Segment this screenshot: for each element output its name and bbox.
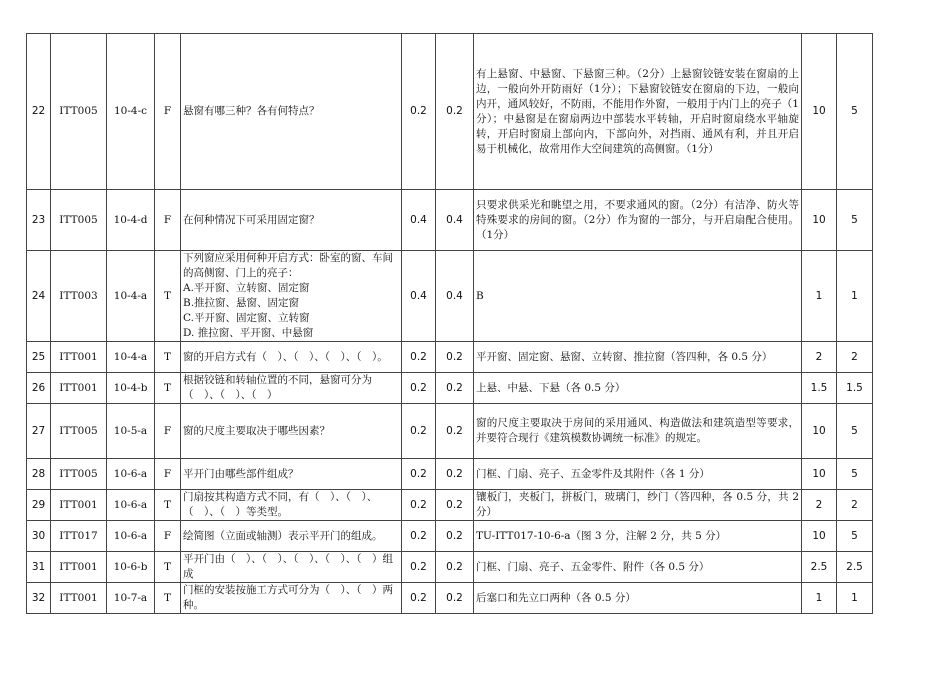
question-type: T <box>155 373 181 404</box>
row-number: 27 <box>27 404 51 459</box>
item-code: ITT001 <box>51 373 107 404</box>
row-number: 25 <box>27 342 51 373</box>
coefficient-b: 0.4 <box>436 190 474 251</box>
coefficient-a: 0.2 <box>402 552 436 583</box>
item-code: ITT005 <box>51 190 107 251</box>
item-code: ITT001 <box>51 552 107 583</box>
table-row <box>27 342 873 373</box>
coefficient-a: 0.2 <box>402 34 436 190</box>
answer-text: 镶板门，夹板门，拼板门，玻璃门，纱门（答四种，各 0.5 分，共 2 分） <box>474 490 802 521</box>
question-type: T <box>155 552 181 583</box>
coefficient-a: 0.2 <box>402 521 436 552</box>
table-row <box>27 490 873 521</box>
table-row <box>27 521 873 552</box>
score-value: 2.5 <box>802 552 837 583</box>
answer-text: B <box>474 251 802 342</box>
answer-text: TU-ITT017-10-6-a（图 3 分，注解 2 分，共 5 分） <box>474 521 802 552</box>
table-row <box>27 190 873 251</box>
item-code: ITT005 <box>51 34 107 190</box>
question-type: F <box>155 521 181 552</box>
coefficient-b: 0.2 <box>436 552 474 583</box>
question-type: T <box>155 583 181 614</box>
row-number: 30 <box>27 521 51 552</box>
question-type: T <box>155 342 181 373</box>
answer-text: 只要求供采光和眺望之用，不要求通风的窗。（2分）有洁净、防火等特殊要求的房间的窗。（2分）作为窗的一部分，与开启扇配合使用。（1分） <box>474 190 802 251</box>
question-text: 窗的尺度主要取决于哪些因素？ <box>181 404 402 459</box>
section-code: 10-4-a <box>107 251 155 342</box>
table-row <box>27 373 873 404</box>
section-code: 10-4-d <box>107 190 155 251</box>
points-value: 1.5 <box>837 373 873 404</box>
section-code: 10-6-a <box>107 521 155 552</box>
points-value: 5 <box>837 190 873 251</box>
coefficient-b: 0.2 <box>436 342 474 373</box>
coefficient-a: 0.2 <box>402 342 436 373</box>
points-value: 2 <box>837 490 873 521</box>
table-row <box>27 459 873 490</box>
points-value: 1 <box>837 251 873 342</box>
points-value: 5 <box>837 521 873 552</box>
section-code: 10-6-a <box>107 490 155 521</box>
coefficient-b: 0.2 <box>436 490 474 521</box>
answer-text: 窗的尺度主要取决于房间的采用通风、构造做法和建筑造型等要求，并要符合现行《建筑模数协调统一标准》的规定。 <box>474 404 802 459</box>
section-code: 10-4-b <box>107 373 155 404</box>
coefficient-b: 0.4 <box>436 251 474 342</box>
coefficient-b: 0.2 <box>436 583 474 614</box>
question-table <box>26 33 873 614</box>
table-row <box>27 552 873 583</box>
points-value: 2.5 <box>837 552 873 583</box>
question-type: T <box>155 251 181 342</box>
answer-text: 后塞口和先立口两种（各 0.5 分） <box>474 583 802 614</box>
row-number: 28 <box>27 459 51 490</box>
question-text: 悬窗有哪三种？各有何特点？ <box>181 34 402 190</box>
score-value: 1 <box>802 583 837 614</box>
coefficient-b: 0.2 <box>436 34 474 190</box>
section-code: 10-4-a <box>107 342 155 373</box>
answer-text: 门框、门扇、亮子、五金零件、附件（各 0.5 分） <box>474 552 802 583</box>
question-text: 平开门由（ ）、（ ）、（ ）、（ ）、（ ）组成 <box>181 552 402 583</box>
row-number: 32 <box>27 583 51 614</box>
section-code: 10-7-a <box>107 583 155 614</box>
question-text: 下列窗应采用何种开启方式：卧室的窗、车间的高侧窗、门上的亮子： A.平开窗、立转窗、固定窗 B.推拉窗、悬窗、固定窗 C.平开窗、固定窗、立转窗 D. 推拉窗、平开窗、中悬窗 <box>181 251 402 342</box>
question-text: 门扇按其构造方式不同，有（ ）、（ ）、（ ）、（ ）等类型。 <box>181 490 402 521</box>
section-code: 10-5-a <box>107 404 155 459</box>
row-number: 26 <box>27 373 51 404</box>
question-type: F <box>155 459 181 490</box>
points-value: 5 <box>837 34 873 190</box>
coefficient-a: 0.2 <box>402 459 436 490</box>
points-value: 5 <box>837 459 873 490</box>
item-code: ITT003 <box>51 251 107 342</box>
score-value: 10 <box>802 521 837 552</box>
coefficient-b: 0.2 <box>436 459 474 490</box>
score-value: 1.5 <box>802 373 837 404</box>
item-code: ITT005 <box>51 404 107 459</box>
question-text: 平开门由哪些部件组成？ <box>181 459 402 490</box>
answer-text: 上悬、中悬、下悬（各 0.5 分） <box>474 373 802 404</box>
section-code: 10-4-c <box>107 34 155 190</box>
item-code: ITT017 <box>51 521 107 552</box>
table-row <box>27 583 873 614</box>
score-value: 10 <box>802 34 837 190</box>
question-text: 在何种情况下可采用固定窗？ <box>181 190 402 251</box>
item-code: ITT005 <box>51 459 107 490</box>
table-row <box>27 251 873 342</box>
row-number: 23 <box>27 190 51 251</box>
row-number: 22 <box>27 34 51 190</box>
score-value: 1 <box>802 251 837 342</box>
points-value: 1 <box>837 583 873 614</box>
question-type: T <box>155 490 181 521</box>
coefficient-a: 0.2 <box>402 404 436 459</box>
score-value: 10 <box>802 190 837 251</box>
answer-text: 有上悬窗、中悬窗、下悬窗三种。（2分）上悬窗铰链安装在窗扇的上边，一般向外开防雨好（1分）；下悬窗铰链安在窗扇的下边，一般向内开，通风较好，不防雨，不能用作外窗，一般用于内门上的亮子（1分）；中悬窗是在窗扇两边中部装水平转轴，开启时窗扇绕水平轴旋转，开启时窗扇上部向内，下部向外，对挡雨、通风有利，并且开启易于机械化，故常用作大空间建筑的高侧窗。（1分） <box>474 34 802 190</box>
score-value: 10 <box>802 459 837 490</box>
answer-text: 门框、门扇、亮子、五金零件及其附件（各 1 分） <box>474 459 802 490</box>
coefficient-b: 0.2 <box>436 521 474 552</box>
question-type: F <box>155 190 181 251</box>
coefficient-a: 0.2 <box>402 583 436 614</box>
item-code: ITT001 <box>51 490 107 521</box>
row-number: 29 <box>27 490 51 521</box>
score-value: 2 <box>802 342 837 373</box>
coefficient-a: 0.2 <box>402 490 436 521</box>
row-number: 24 <box>27 251 51 342</box>
score-value: 2 <box>802 490 837 521</box>
points-value: 5 <box>837 404 873 459</box>
coefficient-a: 0.4 <box>402 190 436 251</box>
question-text: 门框的安装按施工方式可分为（ ）、（ ）两种。 <box>181 583 402 614</box>
question-text: 绘简图（立面或轴测）表示平开门的组成。 <box>181 521 402 552</box>
table-row <box>27 34 873 190</box>
section-code: 10-6-a <box>107 459 155 490</box>
item-code: ITT001 <box>51 583 107 614</box>
question-type: F <box>155 34 181 190</box>
question-text: 根据铰链和转轴位置的不同，悬窗可分为（ ）、（ ）、（ ） <box>181 373 402 404</box>
section-code: 10-6-b <box>107 552 155 583</box>
coefficient-b: 0.2 <box>436 373 474 404</box>
table-row <box>27 404 873 459</box>
item-code: ITT001 <box>51 342 107 373</box>
question-text: 窗的开启方式有（ ）、（ ）、（ ）、（ ）。 <box>181 342 402 373</box>
coefficient-a: 0.2 <box>402 373 436 404</box>
question-type: F <box>155 404 181 459</box>
coefficient-a: 0.4 <box>402 251 436 342</box>
coefficient-b: 0.2 <box>436 404 474 459</box>
answer-text: 平开窗、固定窗、悬窗、立转窗、推拉窗（答四种，各 0.5 分） <box>474 342 802 373</box>
row-number: 31 <box>27 552 51 583</box>
points-value: 2 <box>837 342 873 373</box>
score-value: 10 <box>802 404 837 459</box>
